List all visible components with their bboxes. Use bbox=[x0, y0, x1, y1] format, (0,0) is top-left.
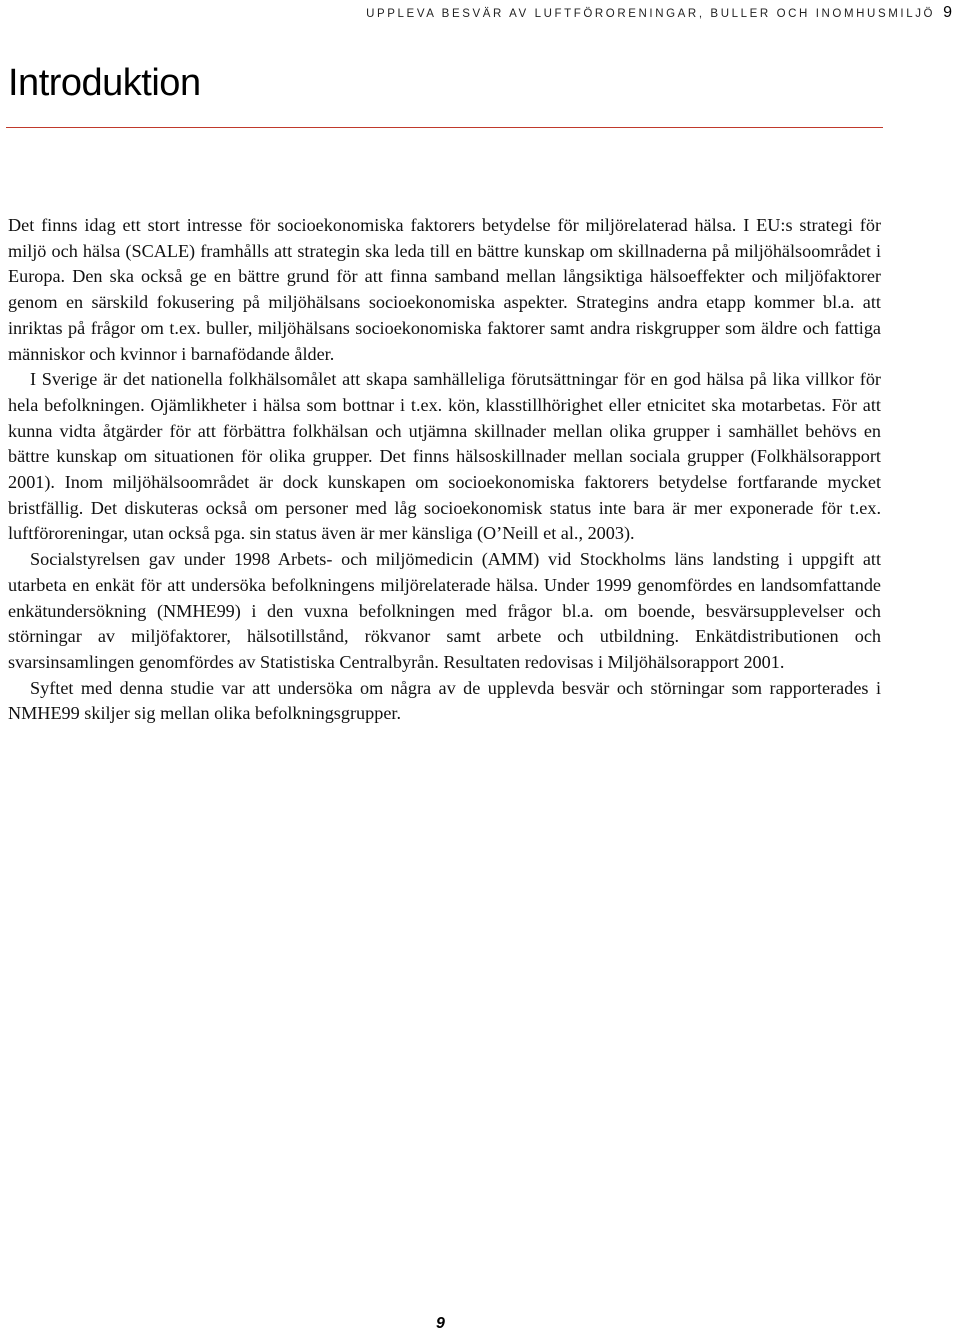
title-divider bbox=[6, 127, 883, 128]
paragraph-syfte: Syftet med denna studie var att undersöka om några av de upplevda besvär och störningar som rapporterades i NMHE99 skiljer sig mellan olika befolkningsgrupper. bbox=[8, 677, 881, 724]
paragraph-socialstyrelsen: Socialstyrelsen gav under 1998 Arbets- och miljömedicin (AMM) vid Stockholms läns landsting i uppgift att utarbeta en enkät för att undersöka befolkningens miljörelaterade hälsa. Under 1999 genomfördes en landsomfattande enkätundersökning (NMHE99) i den vuxna befolkningen med frågor bl.a. om boende, besvärsupplevelser och störningar av miljöfaktorer, hälsotillstånd, rökvanor samt arbete och utbildning. Enkätdistributionen och svarsinsamlingen genomfördes av Statistiska Centralbyrån. Resultaten redovisas i Miljöhälsorapport 2001. bbox=[8, 549, 881, 672]
footer-page-number: 9 bbox=[436, 1315, 445, 1332]
header-page-number: 9 bbox=[943, 4, 952, 21]
body-text bbox=[8, 213, 881, 727]
running-title: UPPLEVA BESVÄR AV LUFTFÖRORENINGAR, BULLER OCH INOMHUSMILJÖ bbox=[366, 8, 936, 20]
paragraph-intro: Det finns idag ett stort intresse för socioekonomiska faktorers betydelse för miljörelaterad hälsa. I EU:s strategi för miljö och hälsa (SCALE) framhålls att strategin ska leda till en bättre kunskap om skillnaderna på miljöhälsoområdet i Europa. Den ska också ge en bättre grund för att finna samband mellan långsiktiga hälsoeffekter och miljöfaktorer genom en särskild fokusering på miljöhälsans socioekonomiska aspekter. Strategins andra etapp kommer bl.a. att inriktas på frågor om t.ex. buller, miljöhälsans socioekonomiska faktorer samt andra riskgrupper som äldre och fattiga människor och kvinnor i barnafödande ålder. bbox=[8, 215, 881, 364]
chapter-title: Introduktion bbox=[8, 62, 201, 104]
running-header bbox=[366, 4, 952, 22]
paragraph-folkhalsa: I Sverige är det nationella folkhälsomålet att skapa samhälleliga förutsättningar för en god hälsa på lika villkor för hela befolkningen. Ojämlikheter i hälsa som bottnar i t.ex. kön, klasstillhörighet eller etnicitet ska motarbetas. För att kunna vidta åtgärder för att förbättra folkhälsan och utjämna skillnader mellan olika grupper i samhället behövs en bättre kunskap om situationen för olika grupper. Det finns hälsoskillnader mellan sociala grupper (Folkhälsorapport 2001). Inom miljöhälsoområdet är dock kunskapen om socioekonomiska faktorers betydelse fortfarande mycket bristfällig. Det diskuteras också om personer med låg socioekonomisk status inte bara är mer exponerade för t.ex. luftföroreningar, utan också pga. sin status även är mer känsliga (O’Neill et al., 2003). bbox=[8, 369, 881, 544]
